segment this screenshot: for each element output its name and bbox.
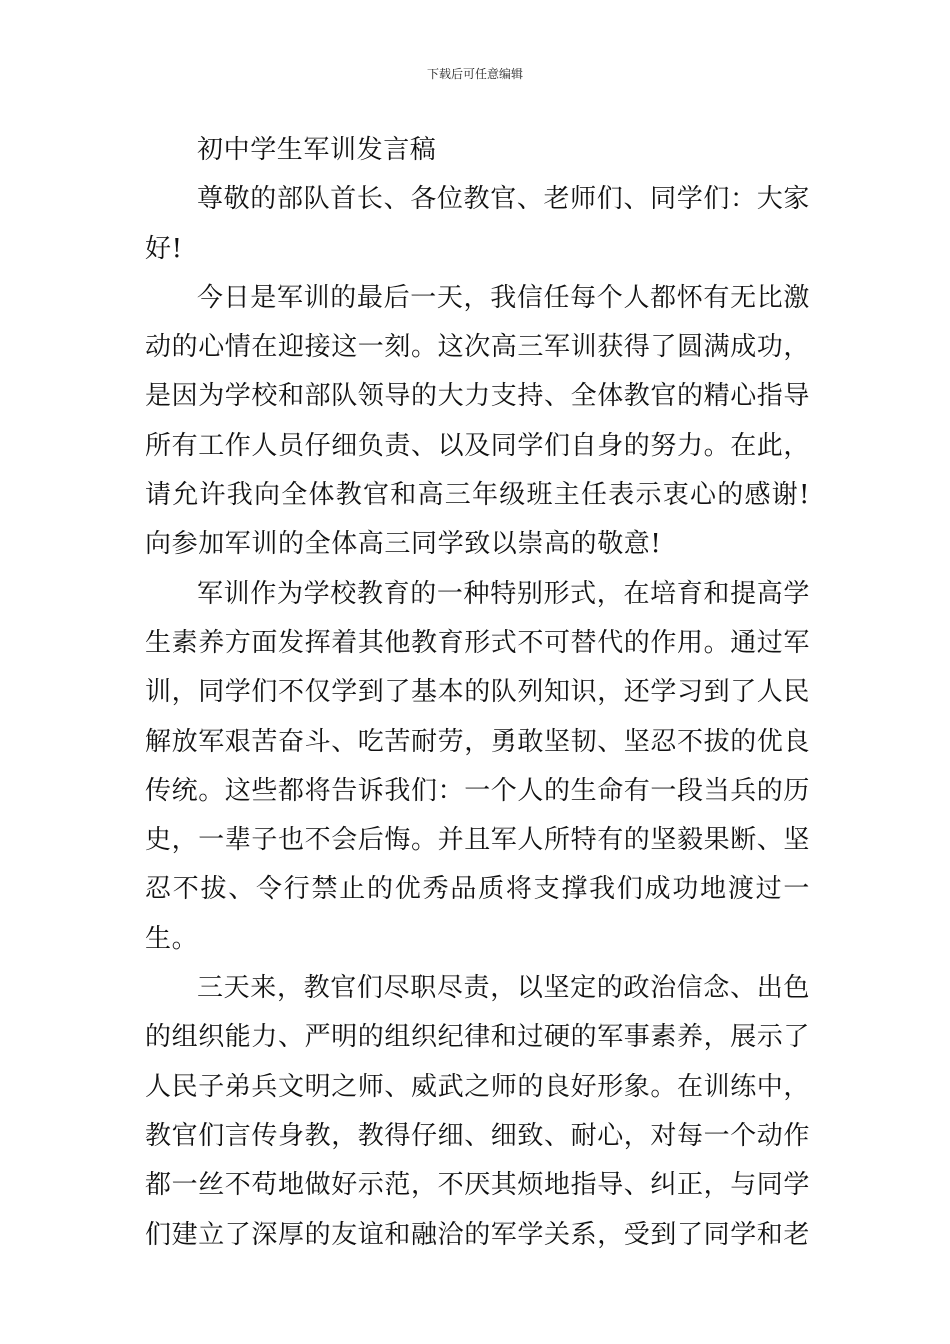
- document-title: 初中学生军训发言稿: [197, 135, 437, 165]
- paragraph-3: 三天来，教官们尽职尽责，以坚定的政治信念、出色的组织能力、严明的组织纪律和过硬的军事素养，展示了人民子弟兵文明之师、威武之师的良好形象。在训练中，教官们言传身教，教得仔细、细致、耐心，对每一个动作都一丝不苟地做好示范，不厌其烦地指导、纠正，与同学们建立了深厚的友谊和融洽的军学关系，受到了同学和老: [145, 973, 811, 1250]
- paragraph-greeting: 尊敬的部队首长、各位教官、老师们、同学们：大家好!: [145, 184, 810, 264]
- document-body: [145, 126, 810, 1260]
- page-header-note: 下载后可任意编辑: [426, 67, 523, 81]
- paragraph-1: 今日是军训的最后一天，我信任每个人都怀有无比激动的心情在迎接这一刻。这次高三军训获得了圆满成功，是因为学校和部队领导的大力支持、全体教官的精心指导所有工作人员仔细负责、以及同学们自身的努力。在此，请允许我向全体教官和高三年级班主任表示衷心的感谢!向参加军训的全体高三同学致以崇高的敬意!: [145, 282, 811, 560]
- paragraph-2: 军训作为学校教育的一种特别形式，在培育和提高学生素养方面发挥着其他教育形式不可替代的作用。通过军训，同学们不仅学到了基本的队列知识，还学习到了人民解放军艰苦奋斗、吃苦耐劳，勇敢坚韧、坚忍不拔的优良传统。这些都将告诉我们：一个人的生命有一段当兵的历史，一辈子也不会后悔。并且军人所特有的坚毅果断、坚忍不拔、令行禁止的优秀品质将支撑我们成功地渡过一生。: [145, 578, 811, 954]
